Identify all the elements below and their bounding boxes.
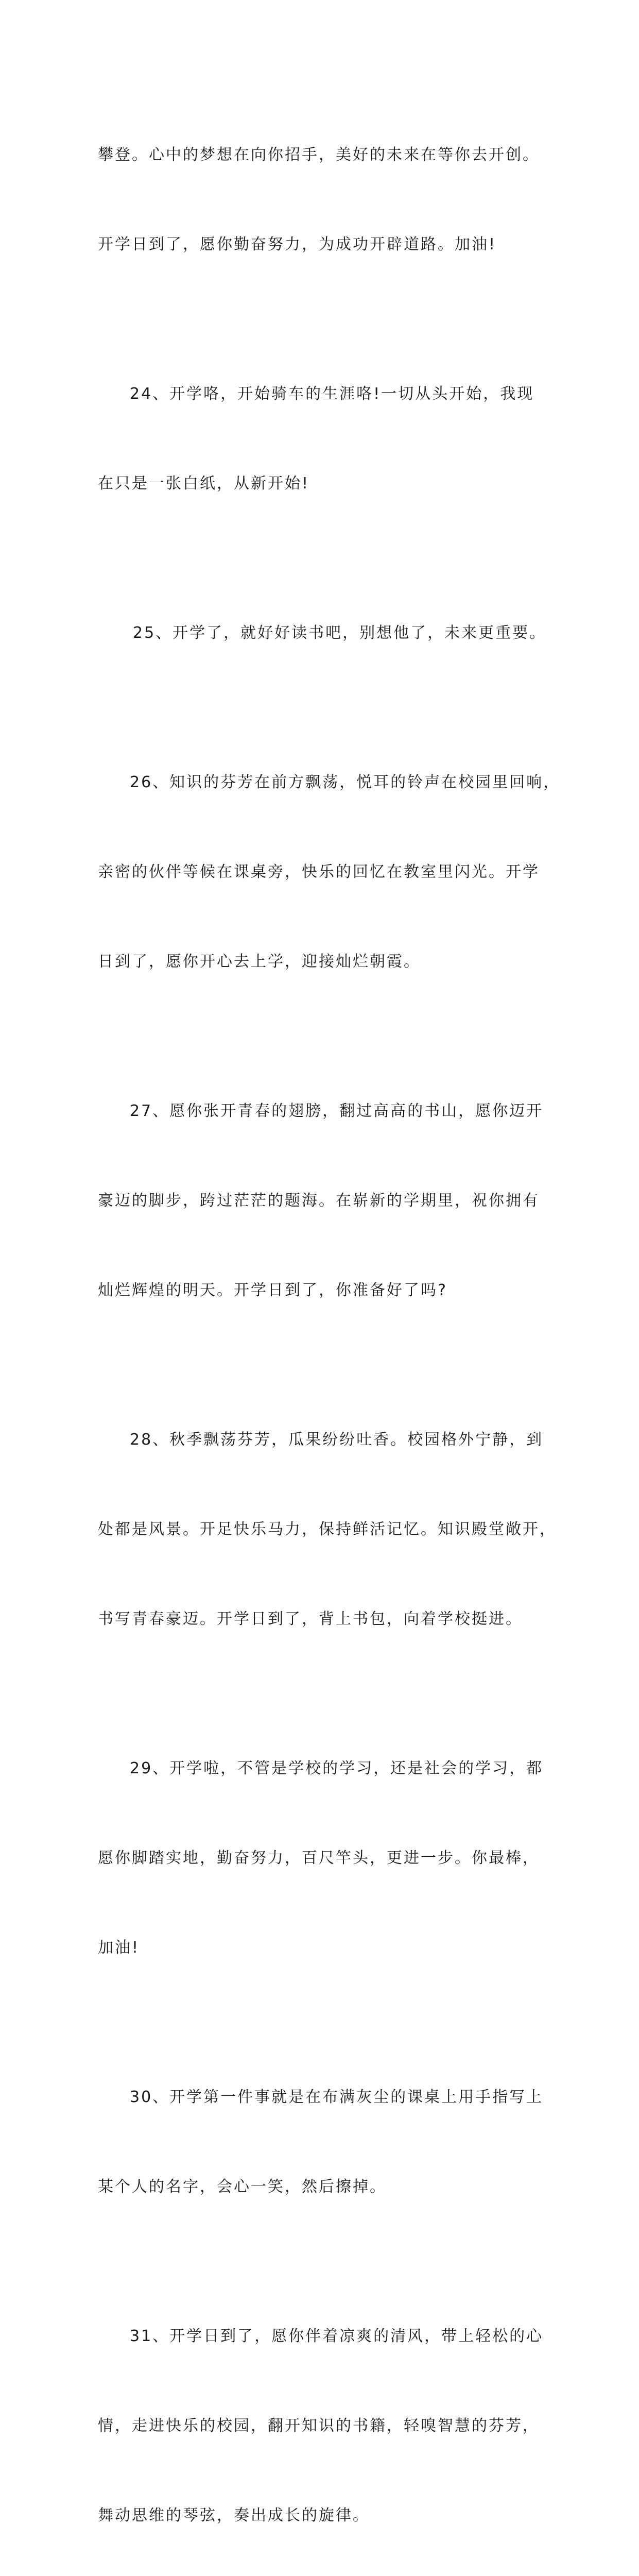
text-line: 在只是一张白纸，从新开始! (98, 474, 310, 493)
paragraph-31 (98, 2262, 546, 2576)
paragraph-26 (98, 708, 561, 1037)
text-line: 加油! (98, 1939, 140, 1957)
text-line: 日到了，愿你开心去上学，迎接灿烂朝霞。 (98, 953, 421, 971)
text-line: 攀登。心中的梦想在向你招手，美好的未来在等你去开创。 (98, 146, 540, 164)
text-line: 舞动思维的琴弦，奏出成长的旋律。 (98, 2506, 370, 2524)
paragraph-24 (98, 319, 546, 558)
text-line: 处都是风景。开足快乐马力，保持鲜活记忆。知识殿堂敞开， (98, 1520, 557, 1538)
text-line: 29、开学啦，不管是学校的学习，还是社会的学习，都 (130, 1759, 544, 1777)
text-line: 31、开学日到了，愿你伴着凉爽的清风，带上轻松的心 (130, 2327, 544, 2345)
paragraph-30 (98, 2023, 546, 2262)
text-line: 情，走进快乐的校园，翻开知识的书籍，轻嗅智慧的芬芳， (98, 2417, 540, 2435)
text-line: 开学日到了，愿你勤奋努力，为成功开辟道路。加油! (98, 235, 497, 253)
paragraph-29 (98, 1694, 546, 2023)
paragraph-25 (98, 558, 546, 708)
text-line: 28、秋季飘荡芬芳，瓜果纷纷吐香。校园格外宁静，到 (130, 1431, 544, 1449)
text-line: 某个人的名字，会心一笑，然后擦掉。 (98, 2178, 387, 2196)
text-line: 30、开学第一件事就是在布满灰尘的课桌上用手指写上 (130, 2088, 544, 2106)
text-line: 亲密的伙伴等候在课桌旁，快乐的回忆在教室里闪光。开学 (98, 863, 540, 881)
paragraph-continuation (98, 80, 546, 319)
text-line: 25、开学了，就好好读书吧，别想他了，未来更重要。 (133, 624, 547, 642)
text-line: 27、愿你张开青春的翅膀，翻过高高的书山，愿你迈开 (130, 1102, 544, 1120)
text-line: 24、开学咯，开始骑车的生涯咯!一切从头开始，我现 (130, 385, 534, 403)
text-line: 26、知识的芬芳在前方飘荡，悦耳的铃声在校园里回响， (130, 773, 561, 791)
text-line: 书写青春豪迈。开学日到了，背上书包，向着学校挺进。 (98, 1610, 523, 1628)
document-body (98, 80, 561, 2576)
text-line: 灿烂辉煌的明天。开学日到了，你准备好了吗? (98, 1281, 447, 1299)
text-line: 愿你脚踏实地，勤奋努力，百尺竿头，更进一步。你最棒， (98, 1849, 540, 1867)
paragraph-28 (98, 1365, 557, 1694)
paragraph-27 (98, 1037, 546, 1365)
text-line: 豪迈的脚步，跨过茫茫的题海。在崭新的学期里，祝你拥有 (98, 1192, 540, 1210)
